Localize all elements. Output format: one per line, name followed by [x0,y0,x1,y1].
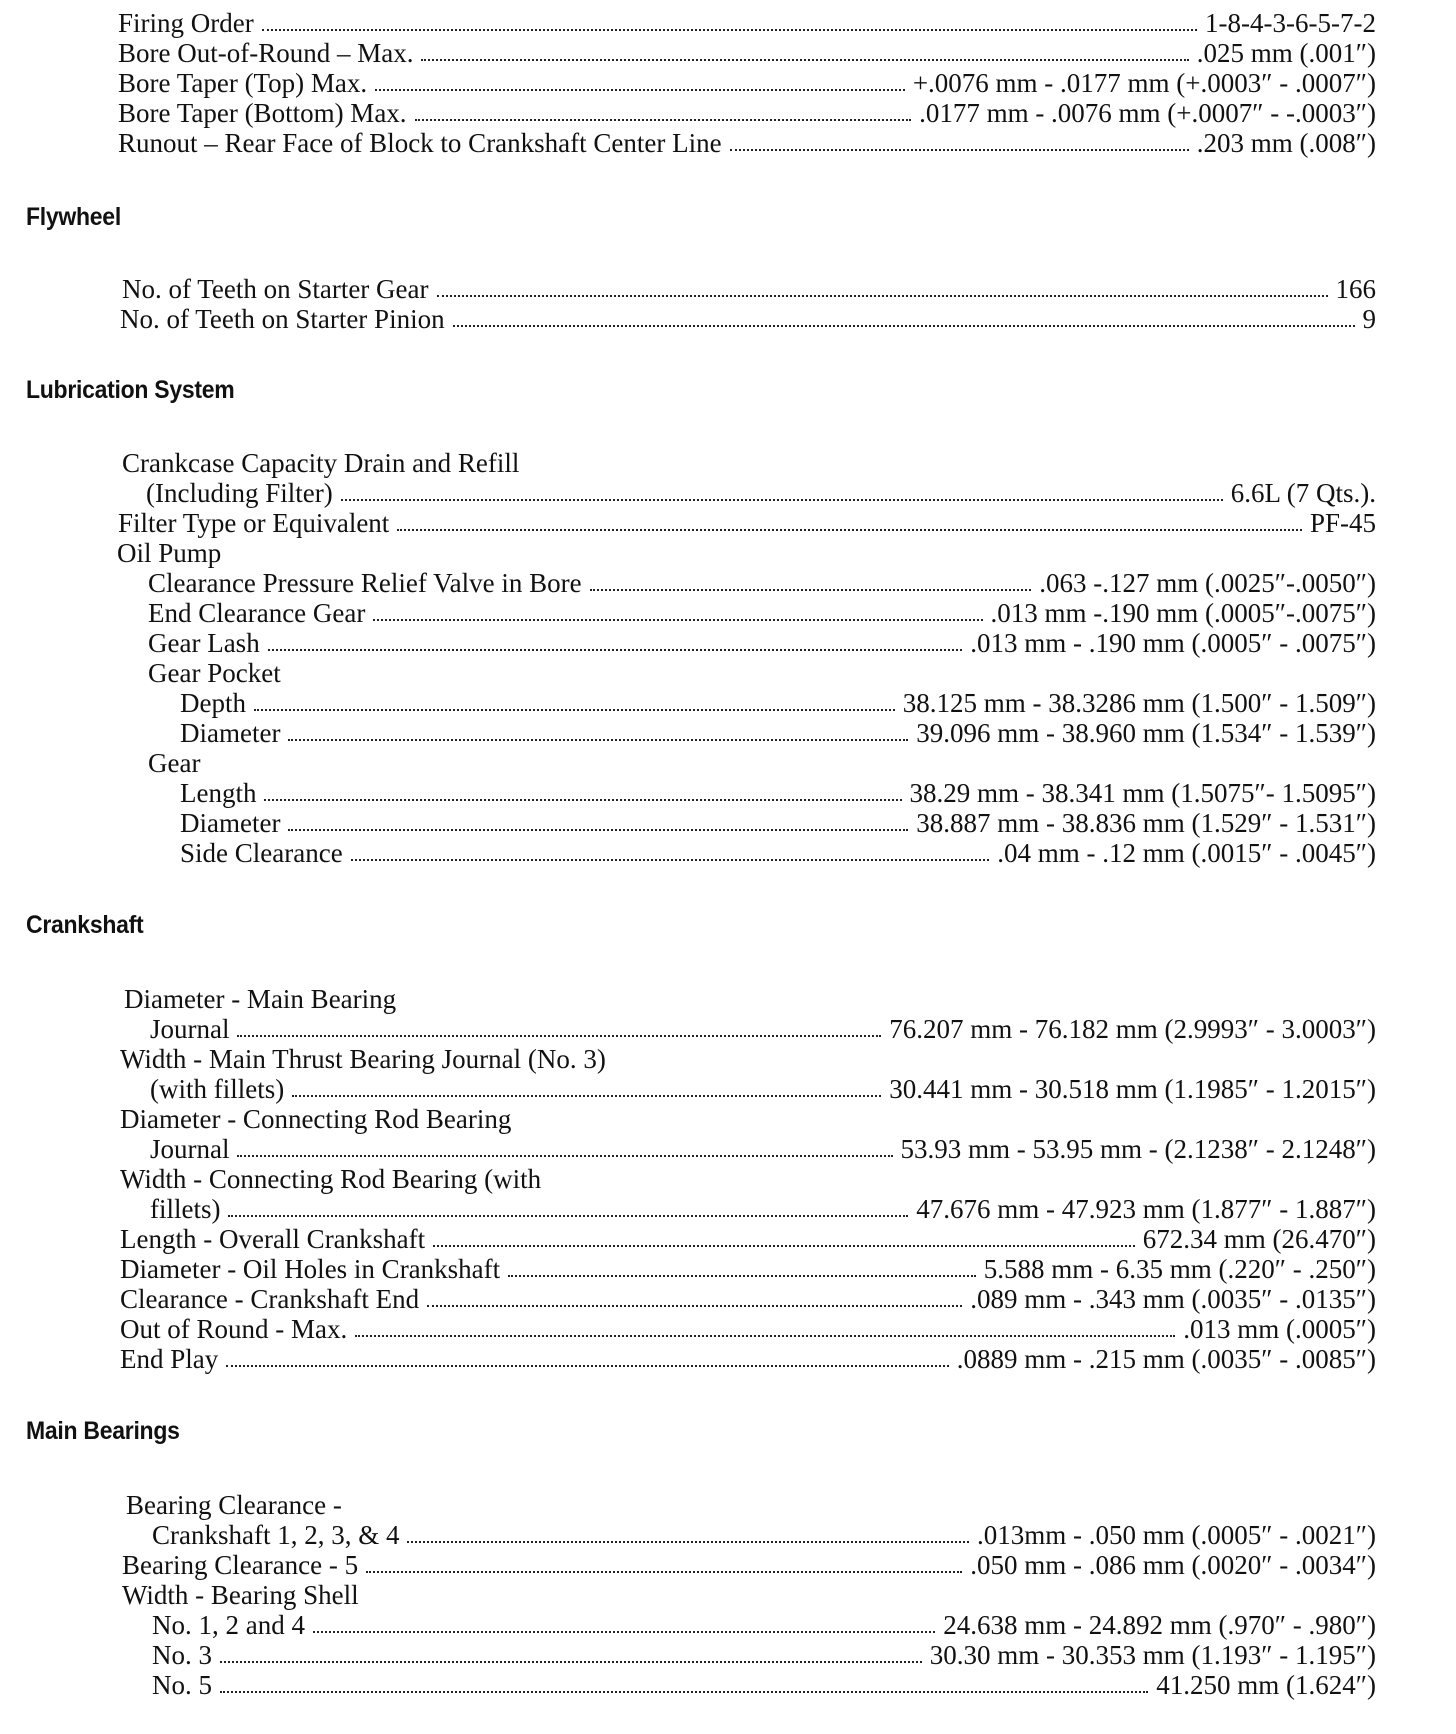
dot-leader [288,829,908,831]
spec-value: .0889 mm - .215 mm (.0035″ - .0085″) [956,1344,1376,1374]
dot-leader [373,619,982,621]
spec-value: 6.6L (7 Qts.). [1230,478,1376,508]
spec-label: No. 5 [152,1670,212,1700]
spec-row [124,984,396,1014]
dot-leader [292,1095,881,1097]
spec-value: 38.125 mm - 38.3286 mm (1.500″ - 1.509″) [902,688,1376,718]
spec-row-bore-taper-top [118,68,1376,98]
spec-label: Diameter - Oil Holes in Crankshaft [120,1254,501,1284]
spec-label: fillets) [150,1194,221,1224]
spec-value: .0177 mm - .0076 mm (+.0007″ - -.0003″) [919,98,1376,128]
spec-label: Diameter - Connecting Rod Bearing [120,1104,512,1134]
spec-value: 9 [1362,304,1376,334]
spec-row [152,1520,1376,1550]
spec-value: +.0076 mm - .0177 mm (+.0003″ - .0007″) [912,68,1376,98]
spec-row [122,1550,1376,1580]
spec-row [120,1254,1376,1284]
spec-label: Gear [148,748,201,778]
spec-value: .04 mm - .12 mm (.0015″ - .0045″) [997,838,1376,868]
spec-label: Runout – Rear Face of Block to Crankshaft Center Line [118,128,722,158]
dot-leader [433,1245,1135,1247]
dot-leader [288,739,908,741]
spec-value: .050 mm - .086 mm (.0020″ - .0034″) [970,1550,1376,1580]
dot-leader [268,649,963,651]
spec-value: .089 mm - .343 mm (.0035″ - .0135″) [970,1284,1376,1314]
spec-value: 76.207 mm - 76.182 mm (2.9993″ - 3.0003″) [889,1014,1376,1044]
spec-row [148,598,1376,628]
dot-leader [220,1691,1148,1693]
spec-value: PF-45 [1309,508,1376,538]
spec-row [152,1610,1376,1640]
spec-row [120,304,1376,334]
section-heading-crankshaft: Crankshaft [26,911,144,939]
spec-row-bore-taper-bottom [118,98,1376,128]
spec-row [180,808,1376,838]
spec-row [150,1194,1376,1224]
dot-leader [351,859,990,861]
spec-value: .013 mm (.0005″) [1183,1314,1376,1344]
spec-row [180,718,1376,748]
spec-label: Side Clearance [180,838,343,868]
spec-value: 39.096 mm - 38.960 mm (1.534″ - 1.539″) [916,718,1376,748]
spec-label: Out of Round - Max. [120,1314,348,1344]
spec-row [120,1284,1376,1314]
spec-value: 30.441 mm - 30.518 mm (1.1985″ - 1.2015″) [889,1074,1376,1104]
spec-label: Clearance Pressure Relief Valve in Bore [148,568,582,598]
dot-leader [237,1155,892,1157]
dot-leader [341,499,1223,501]
dot-leader [254,709,895,711]
spec-row-firing-order [118,8,1376,38]
spec-row [120,1314,1376,1344]
spec-row [120,1164,541,1194]
spec-row [180,838,1376,868]
spec-row [150,1074,1376,1104]
spec-label: Journal [150,1014,230,1044]
spec-row [150,1134,1376,1164]
spec-label: Journal [150,1134,230,1164]
spec-row [148,748,200,778]
spec-label: Oil Pump [117,538,222,568]
spec-value: 38.887 mm - 38.836 mm (1.529″ - 1.531″) [916,808,1376,838]
spec-row [152,1640,1376,1670]
spec-label: End Clearance Gear [148,598,366,628]
section-heading-main-bearings: Main Bearings [26,1417,180,1445]
dot-leader [375,89,905,91]
spec-row [180,688,1376,718]
spec-row-runout [118,128,1376,158]
spec-label: Bore Taper (Top) Max. [118,68,368,98]
spec-label: Bore Out-of-Round – Max. [118,38,414,68]
section-heading-lubrication: Lubrication System [26,376,235,404]
dot-leader [397,529,1302,531]
spec-label: Crankcase Capacity Drain and Refill [122,448,520,478]
spec-row [120,1344,1376,1374]
spec-value: 47.676 mm - 47.923 mm (1.877″ - 1.887″) [916,1194,1376,1224]
spec-row [148,658,281,688]
dot-leader [262,29,1197,31]
spec-value: 53.93 mm - 53.95 mm - (2.1238″ - 2.1248″) [900,1134,1376,1164]
spec-value: .025 mm (.001″) [1196,38,1376,68]
spec-row-bore-out-of-round [118,38,1376,68]
spec-row [122,274,1376,304]
spec-label: Bore Taper (Bottom) Max. [118,98,407,128]
spec-row [150,1014,1376,1044]
spec-row [120,1224,1376,1254]
spec-row [146,478,1376,508]
spec-value: .013 mm -.190 mm (.0005″-.0075″) [990,598,1376,628]
spec-value: 30.30 mm - 30.353 mm (1.193″ - 1.195″) [929,1640,1376,1670]
dot-leader [237,1035,881,1037]
spec-label: Diameter [180,808,281,838]
spec-row [180,778,1376,808]
dot-leader [590,589,1032,591]
spec-label: Width - Bearing Shell [122,1580,359,1610]
spec-value: .203 mm (.008″) [1196,128,1376,158]
dot-leader [220,1661,922,1663]
spec-value: 166 [1335,274,1376,304]
dot-leader [427,1305,962,1307]
spec-label: Bearing Clearance - [126,1490,342,1520]
spec-row [122,1580,359,1610]
spec-value: .063 -.127 mm (.0025″-.0050″) [1039,568,1376,598]
spec-label: No. of Teeth on Starter Pinion [120,304,445,334]
spec-value: .013mm - .050 mm (.0005″ - .0021″) [977,1520,1376,1550]
dot-leader [437,295,1328,297]
spec-row [152,1670,1376,1700]
spec-row [120,1044,606,1074]
dot-leader [415,119,912,121]
spec-label: Diameter - Main Bearing [124,984,397,1014]
spec-value: 41.250 mm (1.624″) [1156,1670,1376,1700]
spec-label: Width - Main Thrust Bearing Journal (No. 3) [120,1044,606,1074]
dot-leader [228,1215,908,1217]
spec-row [148,628,1376,658]
spec-label: No. 1, 2 and 4 [152,1610,305,1640]
spec-value: 24.638 mm - 24.892 mm (.970″ - .980″) [943,1610,1376,1640]
spec-row [117,538,221,568]
spec-label: Filter Type or Equivalent [118,508,390,538]
spec-label: No. of Teeth on Starter Gear [122,274,429,304]
dot-leader [407,1541,969,1543]
spec-label: (with fillets) [150,1074,285,1104]
dot-leader [355,1335,1175,1337]
spec-label: Length [180,778,257,808]
dot-leader [226,1365,949,1367]
spec-row [120,1104,511,1134]
spec-label: Clearance - Crankshaft End [120,1284,420,1314]
spec-label: Crankshaft 1, 2, 3, & 4 [152,1520,400,1550]
spec-label: Gear Lash [148,628,260,658]
spec-label: Diameter [180,718,281,748]
dot-leader [453,325,1355,327]
spec-row [122,448,519,478]
dot-leader [313,1631,935,1633]
spec-label: Depth [180,688,246,718]
dot-leader [508,1275,976,1277]
section-heading-flywheel: Flywheel [26,203,121,231]
spec-label: Bearing Clearance - 5 [122,1550,359,1580]
spec-label: No. 3 [152,1640,212,1670]
spec-label: (Including Filter) [146,478,333,508]
spec-label: Length - Overall Crankshaft [120,1224,426,1254]
spec-row [126,1490,342,1520]
spec-row [148,568,1376,598]
spec-value: 1-8-4-3-6-5-7-2 [1205,8,1376,38]
spec-label: Firing Order [118,8,254,38]
dot-leader [264,799,901,801]
spec-value: .013 mm - .190 mm (.0005″ - .0075″) [970,628,1376,658]
dot-leader [421,59,1188,61]
dot-leader [366,1571,962,1573]
spec-value: 672.34 mm (26.470″) [1142,1224,1376,1254]
spec-value: 38.29 mm - 38.341 mm (1.5075″- 1.5095″) [909,778,1376,808]
dot-leader [730,149,1189,151]
spec-label: End Play [120,1344,219,1374]
spec-value: 5.588 mm - 6.35 mm (.220″ - .250″) [983,1254,1376,1284]
spec-label: Gear Pocket [148,658,281,688]
spec-row [118,508,1376,538]
spec-label: Width - Connecting Rod Bearing (with [120,1164,542,1194]
